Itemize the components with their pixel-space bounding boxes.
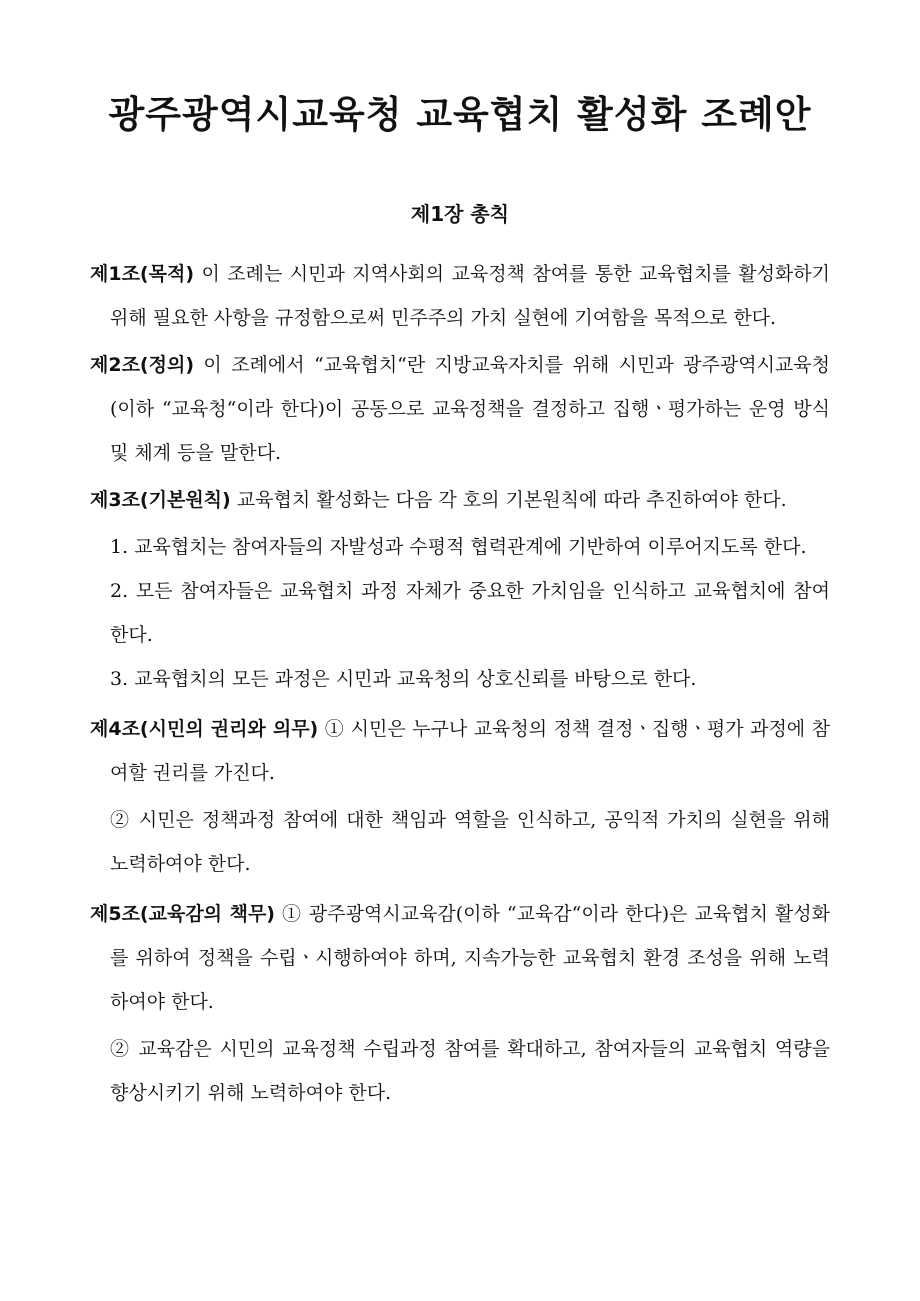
article-4-text: ① 시민은 누구나 교육청의 정책 결정ㆍ집행ㆍ평가 과정에 참여할 권리를 가진다. <box>110 718 830 784</box>
article-5-text: ① 광주광역시교육감(이하 “교육감“이라 한다)은 교육협치 활성화를 위하여 정책을 수립ㆍ시행하여야 하며, 지속가능한 교육협치 환경 조성을 위해 노력하여야 한다. <box>110 903 830 1013</box>
article-5 <box>90 892 830 1024</box>
article-3-item-2: 2. 모든 참여자들은 교육협치 과정 자체가 중요한 가치임을 인식하고 교육협치에 참여한다. <box>110 580 830 646</box>
article-4 <box>90 707 830 795</box>
article-1-text: 이 조례는 시민과 지역사회의 교육정책 참여를 통한 교육협치를 활성화하기 위해 필요한 사항을 규정함으로써 민주주의 가치 실현에 기여함을 목적으로 한다. <box>110 263 830 329</box>
document-title: 광주광역시교육청 교육협치 활성화 조례안 <box>108 93 812 136</box>
article-1-heading: 제1조(목적) <box>90 263 195 285</box>
article-3-item-3: 3. 교육협치의 모든 과정은 시민과 교육청의 상호신뢰를 바탕으로 한다. <box>110 668 697 690</box>
article-2-text: 이 조례에서 “교육협치“란 지방교육자치를 위해 시민과 광주광역시교육청(이하 “교육청“이라 한다)이 공동으로 교육정책을 결정하고 집행ㆍ평가하는 운영 방식 및 체계 등을 말한다. <box>110 354 830 464</box>
article-2 <box>90 343 830 475</box>
article-5-paragraph-2: ② 교육감은 시민의 교육정책 수립과정 참여를 확대하고, 참여자들의 교육협치 역량을 향상시키기 위해 노력하여야 한다. <box>110 1038 830 1104</box>
article-2-heading: 제2조(정의) <box>90 354 195 376</box>
document-body <box>90 252 830 1115</box>
article-4-heading: 제4조(시민의 권리와 의무) <box>90 718 319 740</box>
article-1 <box>90 252 830 340</box>
article-4-paragraph-2: ② 시민은 정책과정 참여에 대한 책임과 역할을 인식하고, 공익적 가치의 실현을 위해 노력하여야 한다. <box>110 809 830 875</box>
chapter-title: 제1장 총칙 <box>410 202 510 226</box>
article-3-text: 교육협치 활성화는 다음 각 호의 기본원칙에 따라 추진하여야 한다. <box>230 489 787 511</box>
article-3-item-1: 1. 교육협치는 참여자들의 자발성과 수평적 협력관계에 기반하여 이루어지도록 한다. <box>110 536 807 558</box>
article-3 <box>90 478 830 522</box>
article-3-heading: 제3조(기본원칙) <box>90 489 231 511</box>
article-5-heading: 제5조(교육감의 책무) <box>90 903 275 925</box>
